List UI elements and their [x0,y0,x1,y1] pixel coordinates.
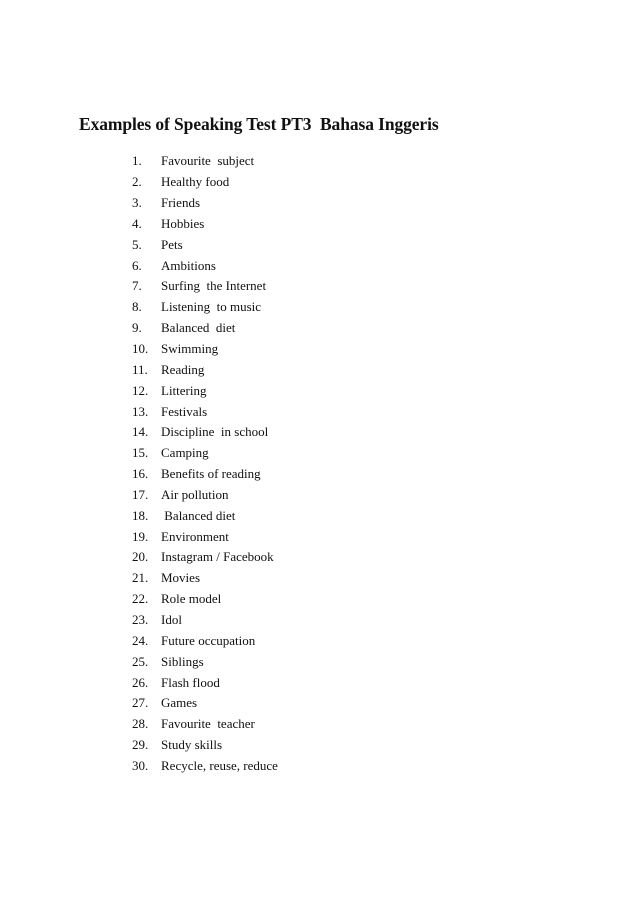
list-item [132,214,278,235]
list-item-number: 23. [132,611,149,627]
list-item [132,735,278,756]
list-item-label: Swimming [161,341,219,357]
list-item [132,172,278,193]
list-item [132,401,278,422]
list-item-label: Friends [161,195,200,211]
list-item-label: Air pollution [161,486,229,502]
list-item-label: Balanced diet [161,320,236,336]
list-item [132,526,278,547]
list-item [132,443,278,464]
list-item-label: Balanced diet [161,507,236,523]
list-item-label: Discipline in school [161,424,269,440]
list-item [132,672,278,693]
list-item-label: Reading [161,361,205,377]
list-item-label: Favourite teacher [161,716,255,732]
list-item-number: 25. [132,653,149,669]
list-item-label: Flash flood [161,674,220,690]
list-item-number: 3. [132,195,142,211]
list-item-number: 2. [132,174,142,190]
list-item-label: Study skills [161,737,223,753]
list-item [132,547,278,568]
list-item [132,610,278,631]
list-item-number: 8. [132,299,142,315]
list-item [132,755,278,776]
list-item-label: Recycle, reuse, reduce [161,757,278,773]
list-item-label: Siblings [161,653,204,669]
list-item [132,651,278,672]
list-item-number: 19. [132,528,149,544]
list-item-number: 14. [132,424,149,440]
list-item-label: Benefits of reading [161,466,261,482]
list-item-number: 13. [132,403,149,419]
list-item-number: 20. [132,549,149,565]
list-item-label: Surfing the Internet [161,278,267,294]
list-item-label: Camping [161,445,209,461]
list-item [132,422,278,443]
list-item-label: Listening to music [161,299,262,315]
list-item-number: 22. [132,591,149,607]
list-item-number: 6. [132,257,142,273]
list-item-label: Movies [161,570,200,586]
list-item-number: 30. [132,757,149,773]
list-item [132,380,278,401]
list-item [132,630,278,651]
list-item-label: Littering [161,382,207,398]
list-item [132,276,278,297]
list-item [132,234,278,255]
list-item-number: 27. [132,695,149,711]
list-item [132,318,278,339]
list-item [132,359,278,380]
page-title: Examples of Speaking Test PT3 Bahasa Inggeris [79,114,439,134]
list-item-number: 26. [132,674,149,690]
list-item-label: Ambitions [161,257,216,273]
list-item [132,714,278,735]
list-item-number: 17. [132,486,149,502]
list-item-label: Hobbies [161,215,205,231]
list-item-label: Future occupation [161,632,256,648]
list-item [132,505,278,526]
list-item [132,568,278,589]
list-item [132,693,278,714]
list-item-label: Festivals [161,403,208,419]
list-item-number: 7. [132,278,142,294]
list-item [132,485,278,506]
list-item-number: 18. [132,507,149,523]
list-item-label: Environment [161,528,229,544]
list-item [132,297,278,318]
list-item-label: Healthy food [161,174,230,190]
list-item-label: Role model [161,591,222,607]
list-item-label: Pets [161,236,183,252]
list-item-number: 28. [132,716,149,732]
list-item-number: 12. [132,382,149,398]
list-item-number: 1. [132,153,142,169]
list-item-number: 11. [132,361,148,377]
list-item-number: 4. [132,215,142,231]
list-item-label: Favourite subject [161,153,255,169]
list-item [132,589,278,610]
list-item-number: 15. [132,445,149,461]
list-item-number: 9. [132,320,142,336]
list-item [132,464,278,485]
list-item-number: 29. [132,737,149,753]
list-item-number: 21. [132,570,149,586]
list-item [132,255,278,276]
list-item [132,339,278,360]
list-item-number: 10. [132,341,149,357]
list-item-label: Idol [161,611,182,627]
list-item-number: 24. [132,632,149,648]
list-item-number: 16. [132,466,149,482]
list-item-label: Games [161,695,198,711]
topic-list [132,151,278,776]
list-item-label: Instagram / Facebook [161,549,274,565]
list-item-number: 5. [132,236,142,252]
list-item [132,151,278,172]
list-item [132,193,278,214]
